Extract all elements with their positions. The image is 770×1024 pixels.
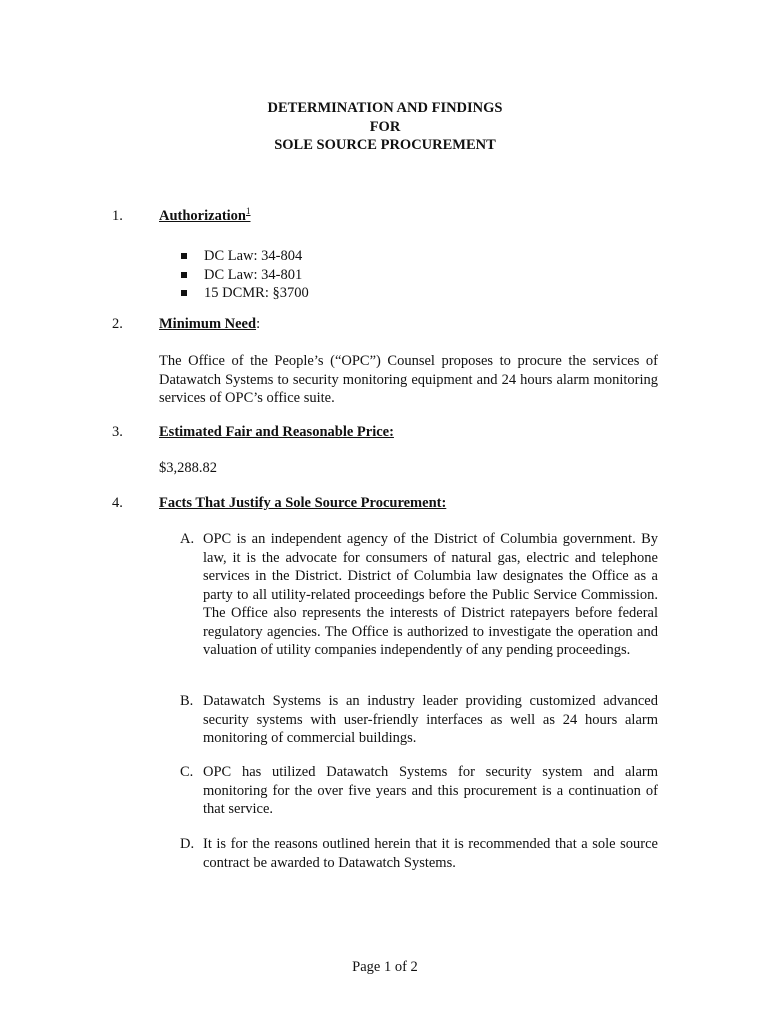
- fact-item-c: [180, 763, 658, 819]
- fact-label: C.: [180, 764, 194, 780]
- page-number-footer: Page 1 of 2: [352, 959, 418, 975]
- fact-item-b: [180, 692, 658, 748]
- fact-item-d: [180, 835, 658, 872]
- section-2-heading-colon: :: [256, 316, 261, 332]
- fact-text: Datawatch Systems is an industry leader providing customized advanced security systems with user-friendly interfaces as well as 24 hours alarm monitoring of commercial buildings.: [203, 693, 658, 746]
- section-1-number: 1.: [112, 208, 123, 224]
- list-item: DC Law: 34-804: [180, 247, 309, 266]
- section-3-heading: Estimated Fair and Reasonable Price:: [159, 424, 394, 440]
- section-2-heading-text: Minimum Need: [159, 316, 257, 332]
- footnote-reference-link[interactable]: 1: [246, 206, 251, 216]
- title-line-2: FOR: [369, 118, 401, 135]
- authorization-list: [180, 247, 309, 303]
- title-line-1: DETERMINATION AND FINDINGS: [267, 100, 503, 116]
- section-2-number: 2.: [112, 316, 123, 332]
- title-line-3: SOLE SOURCE PROCUREMENT: [274, 137, 496, 153]
- minimum-need-paragraph: The Office of the People’s (“OPC”) Counsel proposes to procure the services of Datawatch Systems to security monitoring equipment and 24 hours alarm monitoring services of OPC’s office suite.: [159, 353, 658, 406]
- price-value: $3,288.82: [159, 460, 217, 476]
- fact-text: OPC has utilized Datawatch Systems for security system and alarm monitoring for the over five years and this procurement is a continuation of that service.: [203, 764, 658, 817]
- section-1-heading: [159, 208, 251, 225]
- section-4-heading: Facts That Justify a Sole Source Procurement:: [159, 495, 447, 511]
- list-item: DC Law: 34-801: [180, 266, 309, 285]
- fact-label: B.: [180, 693, 194, 709]
- section-4-number: 4.: [112, 495, 123, 511]
- document-title: [0, 99, 770, 155]
- fact-label: D.: [180, 836, 195, 852]
- fact-text: It is for the reasons outlined herein that it is recommended that a sole source contract be awarded to Datawatch Systems.: [203, 836, 658, 871]
- section-3-number: 3.: [112, 424, 123, 440]
- fact-text: OPC is an independent agency of the District of Columbia government. By law, it is the advocate for consumers of natural gas, electric and telephone services in the District. District of Columbia law designates the Office as a party to all utility-related proceedings before the Public Service Commission. The Office also represents the interests of District ratepayers before federal regulatory agencies. The Office is authorized to investigate the operation and valuation of utility companies independently of any pending proceedings.: [203, 531, 658, 658]
- fact-item-a: [180, 530, 658, 660]
- fact-label: A.: [180, 531, 195, 547]
- section-2-heading: [159, 316, 260, 333]
- section-1-heading-text: Authorization: [159, 208, 246, 224]
- list-item: 15 DCMR: §3700: [180, 284, 309, 303]
